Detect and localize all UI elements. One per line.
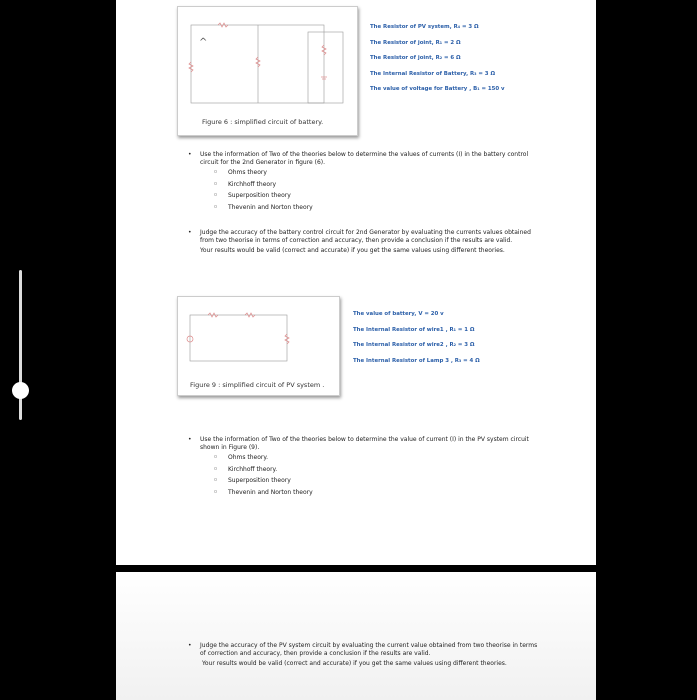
figure-9 (177, 296, 340, 396)
value-line: The Resistor of joint, R₂ = 6 Ω (370, 55, 461, 61)
theory-item: o Thevenin and Norton theory (214, 487, 540, 499)
value-line: The Internal Resistor of wire1 , R₁ = 1 Ω (353, 326, 475, 333)
svg-text:^: ^ (199, 37, 208, 48)
question-2-note: Your results would be valid (correct and accurate) if you get the same values using different theories. (200, 247, 505, 254)
circuit-diagram-battery (178, 7, 359, 117)
question-4-note: Your results would be valid (correct and accurate) if you get the same values using different theories. (202, 660, 507, 667)
figure-9-caption: Figure 9 : simplified circuit of PV system . (190, 381, 325, 389)
question-4: • Judge the accuracy of the PV system circuit by evaluating the current value obtained from two theorise in terms of correction and accuracy, then provide a conclusion if the results are valid. Your results would be valid (correct and accurate) if you get the same values using different theories. (200, 642, 540, 668)
question-3: • Use the information of Two of the theories below to determine the value of current (I) in the PV system circuit shown in Figure (9). o Ohms theory. o Kirchhoff theory. o Superposition theory o Thevenin and Norton theory (200, 436, 540, 498)
question-3-text: Use the information of Two of the theories below to determine the value of current (I) in the PV system circuit shown in Figure (9). (200, 436, 529, 451)
question-2: • Judge the accuracy of the battery control circuit for 2nd Generator by evaluating the currents values obtained from two theorise in terms of correction and accuracy, then provide a conclusion if the results are valid. Your results would be valid (correct and accurate) if you get the same values using different theories. (200, 229, 540, 255)
value-line: The value of battery, V = 20 v (353, 311, 444, 317)
figure-9-values (353, 307, 480, 369)
circuit-diagram-pv (178, 297, 341, 372)
theory-item: o Ohms theory (214, 167, 540, 179)
theory-item: o Superposition theory (214, 475, 540, 487)
document-page-2 (116, 572, 596, 700)
figure-6 (177, 6, 358, 136)
figure-6-values (370, 20, 505, 98)
value-line: The Resistor of PV system, R₄ = 3 Ω (370, 24, 479, 30)
theory-item: o Ohms theory. (214, 452, 540, 464)
question-1: • Use the information of Two of the theories below to determine the values of currents (I) in the battery control circuit for the 2nd Generator in figure (6). o Ohms theory o Kirchhoff theory o Superposition theory o Thevenin and Norton theory (200, 151, 540, 213)
theory-item: o Kirchhoff theory. (214, 464, 540, 476)
value-line: The value of voltage for Battery , B₁ = 150 v (370, 86, 505, 92)
question-2-text: Judge the accuracy of the battery control circuit for 2nd Generator by evaluating the currents values obtained from two theorise in terms of correction and accuracy, then provide a conclusion if the results are valid. (200, 229, 531, 244)
value-line: The Internal Resistor of Lamp 3 , R₃ = 4 Ω (353, 357, 480, 364)
theory-item: o Superposition theory (214, 190, 540, 202)
slider-knob[interactable] (12, 382, 29, 399)
document-page-1 (116, 0, 596, 565)
value-line: The Resistor of joint, R₁ = 2 Ω (370, 39, 461, 46)
value-line: The Internal Resistor of Battery, R₃ = 3 Ω (370, 70, 496, 77)
theory-item: o Kirchhoff theory (214, 179, 540, 191)
value-line: The Internal Resistor of wire2 , R₂ = 3 Ω (353, 342, 475, 348)
figure-6-caption: Figure 6 : simplified circuit of battery. (202, 118, 324, 126)
theory-item: o Thevenin and Norton theory (214, 202, 540, 214)
question-4-text: Judge the accuracy of the PV system circuit by evaluating the current value obtained from two theorise in terms of correction and accuracy, then provide a conclusion if the results are valid. (200, 642, 538, 657)
question-1-text: Use the information of Two of the theories below to determine the values of currents (I) in the battery control circuit for the 2nd Generator in figure (6). (200, 151, 529, 166)
